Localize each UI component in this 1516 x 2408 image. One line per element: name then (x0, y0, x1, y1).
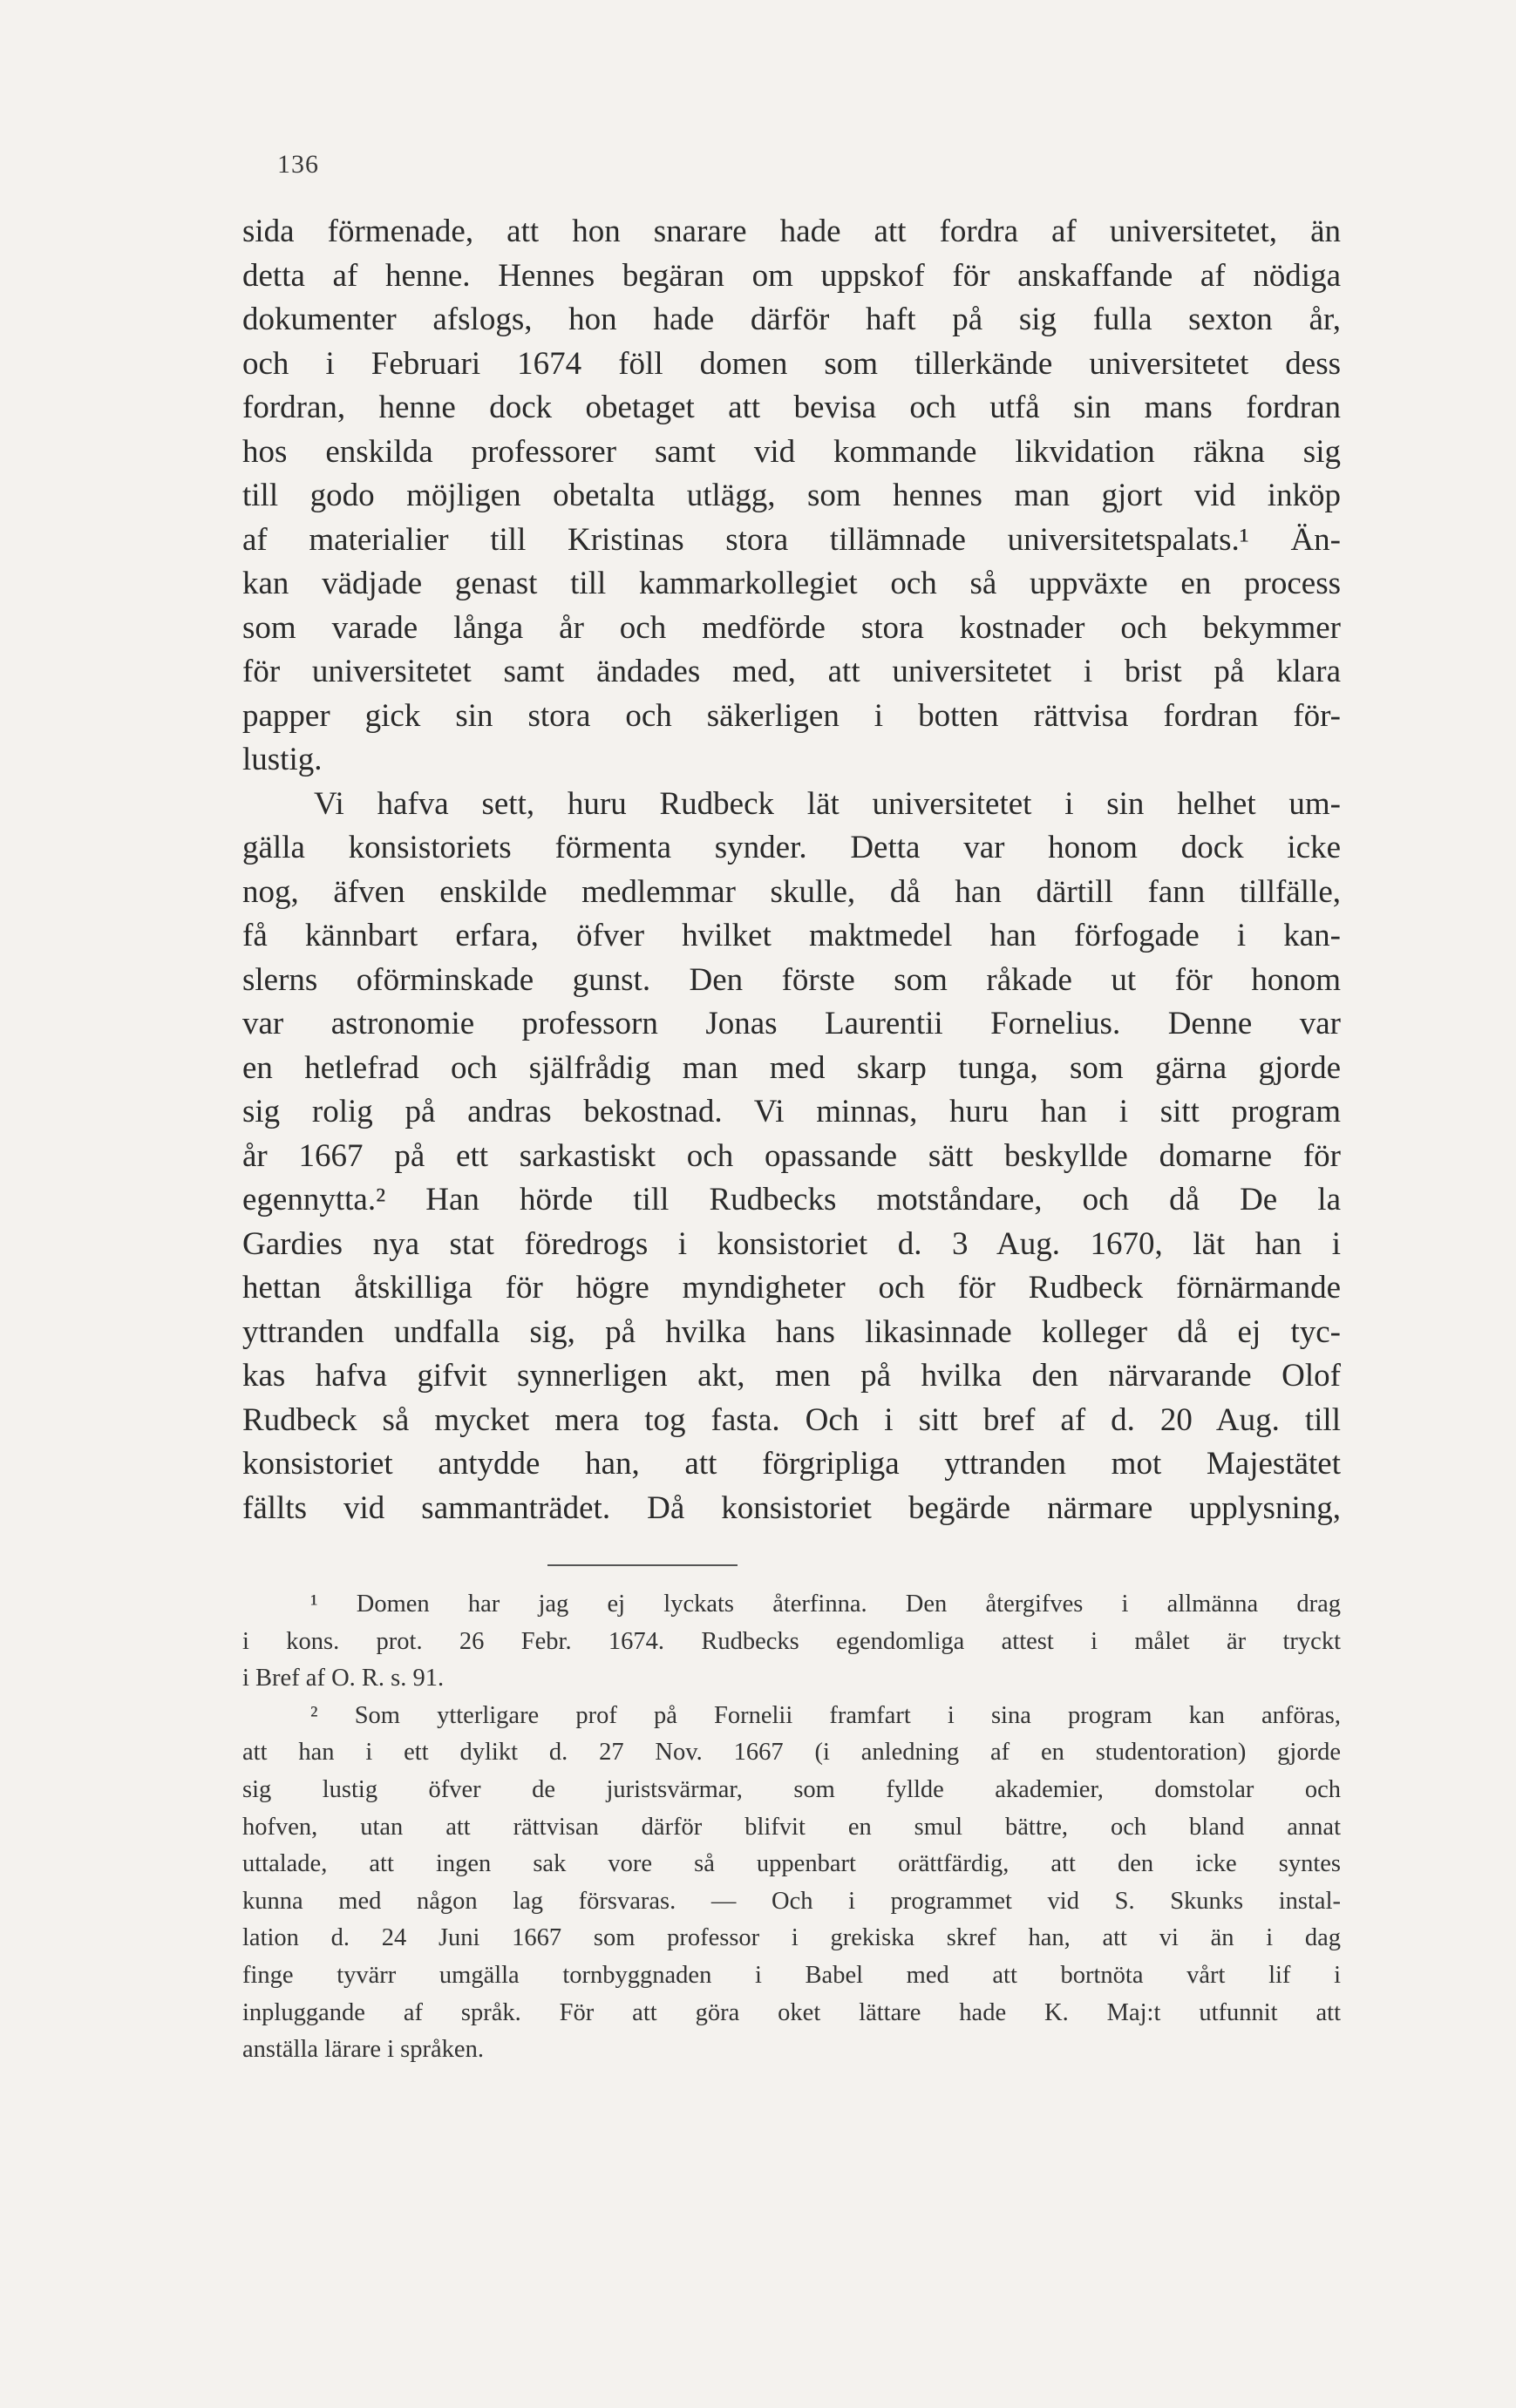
footnote-line: finge tyvärr umgälla tornbyggnaden i Babel med att bortnöta vårt lif i (242, 1961, 1341, 1989)
body-line: papper gick sin stora och säkerligen i botten rättvisa fordran för- (242, 697, 1341, 734)
body-line: till godo möjligen obetalta utlägg, som hennes man gjort vid inköp (242, 478, 1341, 513)
page-number: 136 (277, 150, 319, 179)
footnote-line: anställa lärare i språken. (242, 2036, 484, 2064)
body-line: kas hafva gifvit synnerligen akt, men på hvilka den närvarande Olof (242, 1358, 1341, 1394)
body-line: fordran, henne dock obetaget att bevisa och utfå sin mans fordran (242, 390, 1341, 425)
body-line: hos enskilda professorer samt vid kommande likvidation räkna sig (242, 433, 1341, 470)
body-line: var astronomie professorn Jonas Laurentii Fornelius. Denne var (242, 1006, 1341, 1041)
body-line: år 1667 på ett sarkastiskt och opassande sätt beskyllde domarne för (242, 1137, 1341, 1174)
body-line: slerns oförminskade gunst. Den förste som råkade ut för honom (242, 961, 1341, 998)
body-line: fällts vid sammanträdet. Då konsistoriet begärde närmare upplysning, (242, 1489, 1341, 1526)
footnote-line: att han i ett dylikt d. 27 Nov. 1667 (i anledning af en studentoration) gjorde (242, 1739, 1341, 1767)
body-line: nog, äfven enskilde medlemmar skulle, då han därtill fann tillfälle, (242, 873, 1341, 910)
footnote-line: inpluggande af språk. För att göra oket lättare hade K. Maj:t utfunnit att (242, 1998, 1341, 2026)
body-text (242, 210, 1341, 1530)
body-line: Rudbeck så mycket mera tog fasta. Och i sitt bref af d. 20 Aug. till (242, 1401, 1341, 1438)
body-line: af materialier till Kristinas stora tillämnade universitetspalats.¹ Än- (242, 521, 1341, 558)
body-line: Gardies nya stat föredrogs i konsistoriet d. 3 Aug. 1670, lät han i (242, 1225, 1341, 1262)
footnote-line: ² Som ytterligare prof på Fornelii framfart i sina program kan anföras, (310, 1701, 1341, 1729)
body-line: kan vädjade genast till kammarkollegiet och så uppväxte en process (242, 566, 1341, 601)
body-line: lustig. (242, 742, 323, 777)
footnote-separator (547, 1564, 738, 1566)
body-line: få kännbart erfara, öfver hvilket maktmedel han förfogade i kan- (242, 918, 1341, 953)
body-line: sig rolig på andras bekostnad. Vi minnas, huru han i sitt program (242, 1094, 1341, 1129)
footnote-line: sig lustig öfver de juristsvärmar, som fyllde akademier, domstolar och (242, 1775, 1341, 1803)
footnote-line: kunna med någon lag försvaras. — Och i programmet vid S. Skunks instal- (242, 1887, 1341, 1915)
body-line: detta af henne. Hennes begäran om uppskof för anskaffande af nödiga (242, 257, 1341, 294)
body-line: och i Februari 1674 föll domen som tillerkände universitetet dess (242, 345, 1341, 382)
body-line: Vi hafva sett, huru Rudbeck lät universitetet i sin helhet um- (314, 785, 1341, 822)
body-line: sida förmenade, att hon snarare hade att fordra af universitetet, än (242, 214, 1341, 249)
body-line: dokumenter afslogs, hon hade därför haft på sig fulla sexton år, (242, 302, 1341, 337)
body-line: som varade långa år och medförde stora kostnader och bekymmer (242, 609, 1341, 646)
body-line: konsistoriet antydde han, att förgripliga yttranden mot Majestätet (242, 1446, 1341, 1482)
body-line: yttranden undfalla sig, på hvilka hans likasinnade kolleger då ej tyc- (242, 1313, 1341, 1350)
footnote-line: lation d. 24 Juni 1667 som professor i grekiska skref han, att vi än i dag (242, 1924, 1341, 1952)
body-line: en hetlefrad och själfrådig man med skarp tunga, som gärna gjorde (242, 1049, 1341, 1086)
footnote-line: uttalade, att ingen sak vore så uppenbart orättfärdig, att den icke syntes (242, 1850, 1341, 1878)
footnotes (242, 1586, 1341, 2069)
footnote-line: ¹ Domen har jag ej lyckats återfinna. Den återgifves i allmänna drag (310, 1591, 1341, 1618)
body-line: egennytta.² Han hörde till Rudbecks motståndare, och då De la (242, 1182, 1341, 1218)
footnote-line: i kons. prot. 26 Febr. 1674. Rudbecks egendomliga attest i målet är tryckt (242, 1627, 1341, 1655)
footnote-line: hofven, utan att rättvisan därför blifvit en smul bättre, och bland annat (242, 1813, 1341, 1841)
footnote-line: i Bref af O. R. s. 91. (242, 1665, 445, 1692)
body-line: hettan åtskilliga för högre myndigheter och för Rudbeck förnärmande (242, 1270, 1341, 1306)
body-line: gälla konsistoriets förmenta synder. Detta var honom dock icke (242, 830, 1341, 865)
body-line: för universitetet samt ändades med, att universitetet i brist på klara (242, 654, 1341, 689)
